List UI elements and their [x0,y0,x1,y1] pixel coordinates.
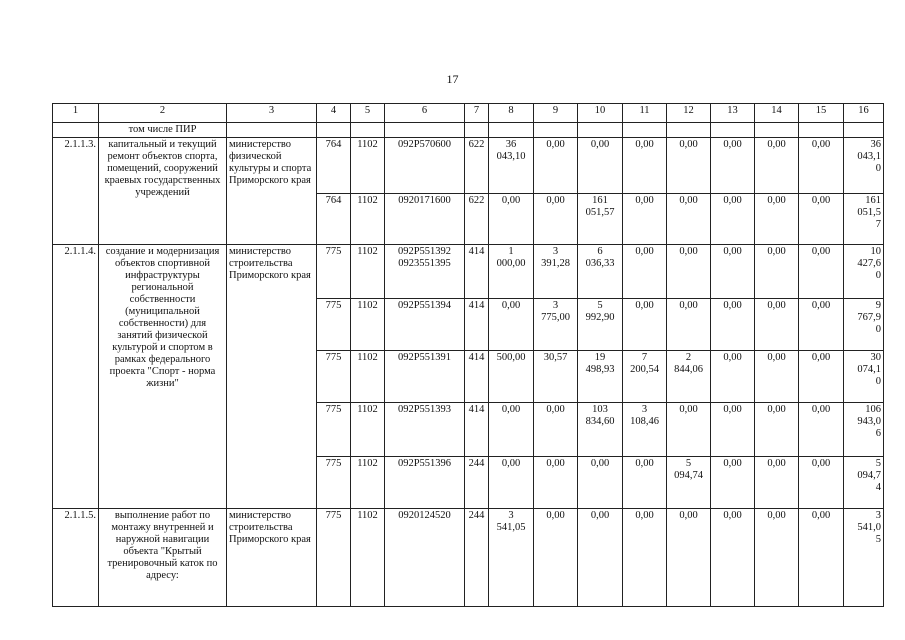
cell-c6: 0920171600 [385,194,465,245]
cell-c16: 30 074,1 0 [844,351,884,403]
cell-c5: 1102 [351,194,385,245]
item-code: 2.1.1.5. [53,509,99,607]
cell-c12: 0,00 [667,299,711,351]
cell-c7: 414 [465,351,489,403]
cell-c16: 10 427,6 0 [844,245,884,299]
cell-c10: 6 036,33 [578,245,623,299]
table-row [53,245,884,299]
cell-c8: 0,00 [489,457,534,509]
item-executor: министерство строительства Приморского края [227,509,317,607]
page-number: 17 [446,72,459,86]
cell-c15: 0,00 [799,351,844,403]
cell-c12: 0,00 [667,138,711,194]
cell-c12: 5 094,74 [667,457,711,509]
cell-c6: 0920124520 [385,509,465,607]
header-cell: 5 [351,104,385,123]
item-executor: министерство физической культуры и спорта Приморского края [227,138,317,245]
table-row [53,509,884,607]
cell-c15: 0,00 [799,138,844,194]
cell-c5: 1102 [351,299,385,351]
cell-c6: 092P551391 [385,351,465,403]
cell-c15: 0,00 [799,403,844,457]
cell-c15: 0,00 [799,299,844,351]
cell-c8: 500,00 [489,351,534,403]
header-cell: 15 [799,104,844,123]
cell-c4: 775 [317,351,351,403]
cell-c12: 0,00 [667,509,711,607]
cell-c14: 0,00 [755,299,799,351]
cell-c11: 3 108,46 [623,403,667,457]
cell-c10: 0,00 [578,457,623,509]
header-cell: 4 [317,104,351,123]
cell-c5: 1102 [351,457,385,509]
item-executor: министерство строительства Приморского края [227,245,317,509]
header-cell: 1 [53,104,99,123]
cell-c4: 775 [317,299,351,351]
cell-c15: 0,00 [799,457,844,509]
cell-c6: 092P551393 [385,403,465,457]
cell-c11: 0,00 [623,194,667,245]
cell-c7: 622 [465,138,489,194]
cell-c5: 1102 [351,351,385,403]
table-row [53,138,884,194]
cell-c5: 1102 [351,509,385,607]
item-name: выполнение работ по монтажу внутренней и наружной навигации объекта "Крытый тренировочный каток по адресу: [99,509,227,607]
header-cell: 2 [99,104,227,123]
cell-c13: 0,00 [711,138,755,194]
cell-c5: 1102 [351,138,385,194]
cell-c6: 092P551394 [385,299,465,351]
continuation-row [53,123,884,138]
cell-c5: 1102 [351,245,385,299]
cell-c12: 0,00 [667,403,711,457]
cell-c9: 0,00 [534,457,578,509]
header-cell: 6 [385,104,465,123]
cell-c7: 414 [465,245,489,299]
cell-c11: 0,00 [623,245,667,299]
header-cell: 11 [623,104,667,123]
item-code: 2.1.1.3. [53,138,99,245]
cell-c8: 0,00 [489,403,534,457]
cell-c9: 3 775,00 [534,299,578,351]
cell-c14: 0,00 [755,194,799,245]
cell-c14: 0,00 [755,509,799,607]
cell-c10: 161 051,57 [578,194,623,245]
cell-c9: 0,00 [534,194,578,245]
cell-c14: 0,00 [755,138,799,194]
budget-table [52,103,884,607]
header-cell: 10 [578,104,623,123]
cell-c8: 3 541,05 [489,509,534,607]
header-cell: 8 [489,104,534,123]
cell-c9: 0,00 [534,509,578,607]
cell-c14: 0,00 [755,457,799,509]
cell-c10: 103 834,60 [578,403,623,457]
cell-c9: 30,57 [534,351,578,403]
cell-c4: 764 [317,194,351,245]
cell-c7: 414 [465,403,489,457]
cell-c13: 0,00 [711,509,755,607]
cell-c10: 0,00 [578,509,623,607]
cell-c15: 0,00 [799,509,844,607]
continuation-text: том числе ПИР [99,123,227,138]
item-name: создание и модернизация объектов спортивной инфраструктуры региональной собственности (муниципальной собственности) для занятий физической культурой и спортом в рамках федерального проекта "Спорт - норма жизни" [99,245,227,509]
cell-c8: 0,00 [489,194,534,245]
cell-c12: 2 844,06 [667,351,711,403]
cell-c11: 7 200,54 [623,351,667,403]
cell-c8: 36 043,10 [489,138,534,194]
cell-c15: 0,00 [799,194,844,245]
cell-c12: 0,00 [667,245,711,299]
cell-c8: 1 000,00 [489,245,534,299]
header-cell: 12 [667,104,711,123]
cell-c13: 0,00 [711,351,755,403]
cell-c7: 622 [465,194,489,245]
cell-c16: 36 043,1 0 [844,138,884,194]
header-cell: 3 [227,104,317,123]
cell-c6: 092P570600 [385,138,465,194]
cell-c7: 244 [465,457,489,509]
cell-c14: 0,00 [755,245,799,299]
cell-c13: 0,00 [711,299,755,351]
item-name: капитальный и текущий ремонт объектов спорта, помещений, сооружений краевых государственных учреждений [99,138,227,245]
cell-c16: 9 767,9 0 [844,299,884,351]
cell-c16: 161 051,5 7 [844,194,884,245]
cell-c5: 1102 [351,403,385,457]
cell-c11: 0,00 [623,457,667,509]
cell-c15: 0,00 [799,245,844,299]
cell-c14: 0,00 [755,351,799,403]
header-cell: 13 [711,104,755,123]
header-cell: 7 [465,104,489,123]
cell-c9: 3 391,28 [534,245,578,299]
cell-c4: 775 [317,403,351,457]
cell-c6: 092P551392 0923551395 [385,245,465,299]
cell-c7: 244 [465,509,489,607]
cell-c11: 0,00 [623,509,667,607]
cell-c13: 0,00 [711,403,755,457]
cell-c4: 775 [317,509,351,607]
cell-c10: 0,00 [578,138,623,194]
cell-c13: 0,00 [711,457,755,509]
cell-c10: 19 498,93 [578,351,623,403]
cell-c4: 775 [317,245,351,299]
cell-c16: 106 943,0 6 [844,403,884,457]
cell-c12: 0,00 [667,194,711,245]
cell-c7: 414 [465,299,489,351]
cell-c4: 775 [317,457,351,509]
cell-c6: 092P551396 [385,457,465,509]
cell-c13: 0,00 [711,194,755,245]
header-cell: 14 [755,104,799,123]
cell-c9: 0,00 [534,138,578,194]
item-code: 2.1.1.4. [53,245,99,509]
header-cell: 9 [534,104,578,123]
cell-c8: 0,00 [489,299,534,351]
cell-c11: 0,00 [623,138,667,194]
cell-c9: 0,00 [534,403,578,457]
cell-c10: 5 992,90 [578,299,623,351]
cell-c4: 764 [317,138,351,194]
cell-c11: 0,00 [623,299,667,351]
header-row [53,104,884,123]
cell-c16: 3 541,0 5 [844,509,884,607]
cell-c13: 0,00 [711,245,755,299]
header-cell: 16 [844,104,884,123]
cell-c16: 5 094,7 4 [844,457,884,509]
cell-c14: 0,00 [755,403,799,457]
